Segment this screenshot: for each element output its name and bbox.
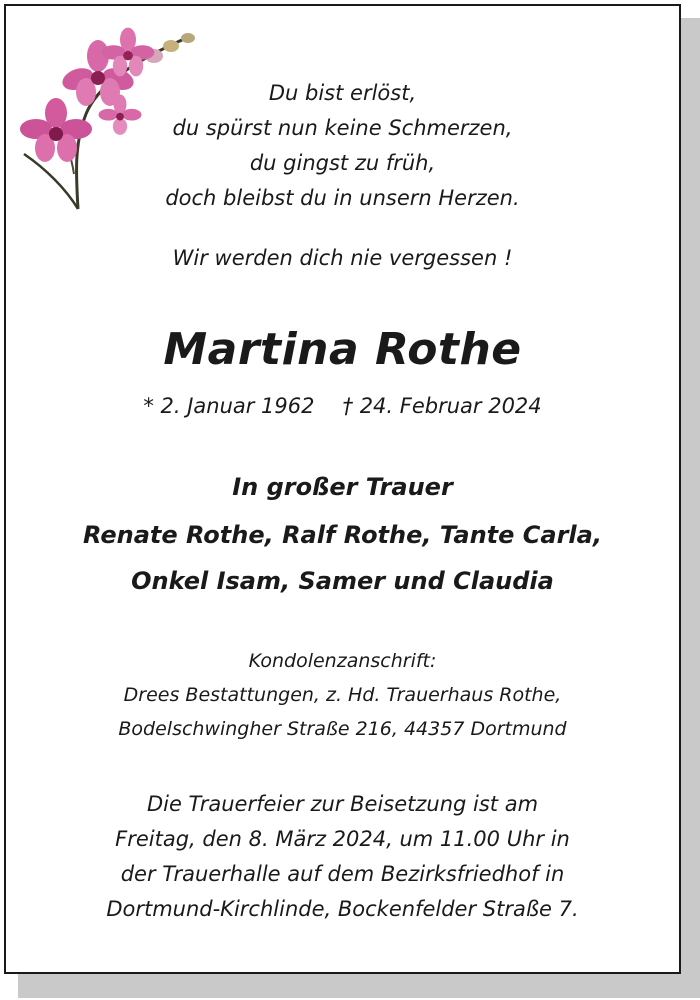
- poem-line: doch bleibst du in unsern Herzen.: [165, 186, 520, 210]
- poem-line: du spürst nun keine Schmerzen,: [172, 116, 513, 140]
- ceremony-line: Dortmund-Kirchlinde, Bockenfelder Straße 7.: [106, 897, 579, 921]
- poem-line: du gingst zu früh,: [249, 151, 436, 175]
- birth-date: * 2. Januar 1962: [143, 394, 315, 418]
- deceased-name: Martina Rothe: [163, 324, 522, 375]
- mourners-block: [6, 464, 679, 604]
- ceremony-line: der Trauerhalle auf dem Bezirksfriedhof in: [120, 862, 565, 886]
- poem: [6, 76, 679, 216]
- life-dates: [6, 394, 679, 418]
- obituary-card: [4, 4, 681, 974]
- death-date: † 24. Februar 2024: [342, 394, 542, 418]
- condolence-address: [6, 644, 679, 746]
- poem-closing: Wir werden dich nie vergessen !: [172, 246, 513, 270]
- poem-line: Du bist erlöst,: [268, 81, 417, 105]
- ceremony-line: Freitag, den 8. März 2024, um 11.00 Uhr in: [115, 827, 570, 851]
- ceremony-line: Die Trauerfeier zur Beisetzung ist am: [146, 792, 539, 816]
- condolence-line: Bodelschwingher Straße 216, 44357 Dortmund: [118, 718, 567, 740]
- ceremony-info: [6, 787, 679, 927]
- condolence-label: Kondolenzanschrift:: [248, 650, 437, 672]
- mourners-heading: In großer Trauer: [232, 473, 453, 501]
- mourners-line: Onkel Isam, Samer und Claudia: [131, 567, 554, 595]
- mourners-line: Renate Rothe, Ralf Rothe, Tante Carla,: [83, 521, 602, 549]
- condolence-line: Drees Bestattungen, z. Hd. Trauerhaus Rothe,: [123, 684, 562, 706]
